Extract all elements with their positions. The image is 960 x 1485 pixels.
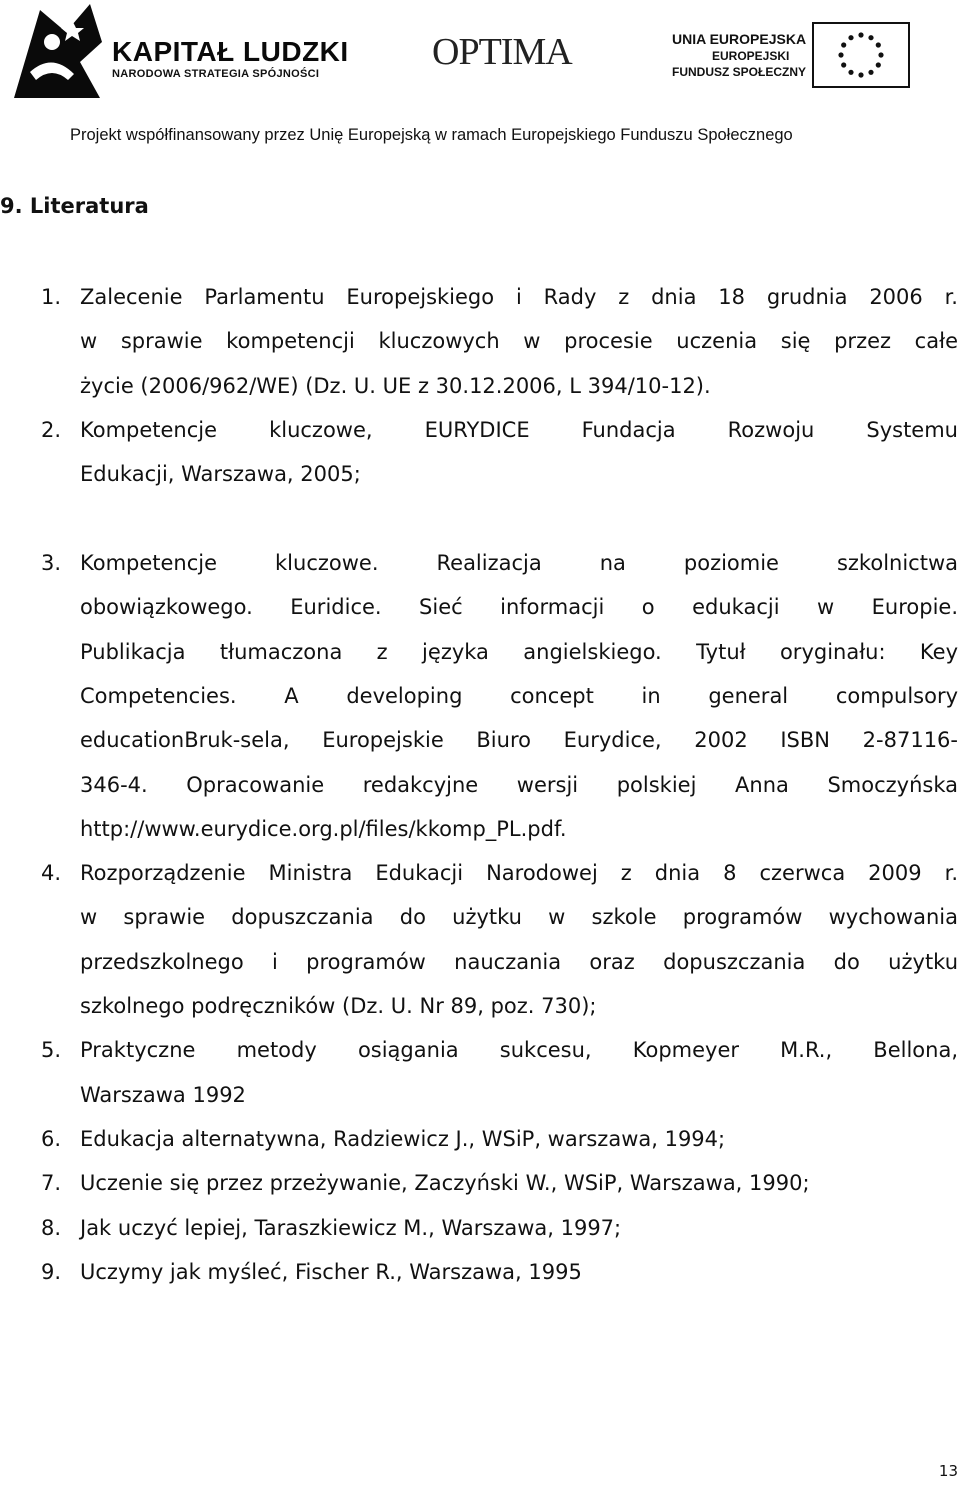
reference-number: 4. (41, 861, 62, 885)
reference-line: educationBruk-sela, Europejskie Biuro Eurydice, 2002 ISBN 2-87116- (80, 728, 958, 752)
reference-line: Warszawa 1992 (80, 1083, 246, 1107)
reference-line: Rozporządzenie Ministra Edukacji Narodowej z dnia 8 czerwca 2009 r. (80, 861, 958, 885)
logo-title: KAPITAŁ LUDZKI (112, 36, 349, 67)
reference-number: 9. (41, 1260, 62, 1284)
reference-number: 8. (41, 1216, 62, 1240)
eu-star-icon (868, 35, 873, 40)
reference-line: Competencies. A developing concept in general compulsory (80, 684, 958, 708)
reference-line: Zalecenie Parlamentu Europejskiego i Rady z dnia 18 grudnia 2006 r. (80, 285, 958, 309)
reference-line: Praktyczne metody osiągania sukcesu, Kopmeyer M.R., Bellona, (80, 1038, 958, 1062)
reference-line: obowiązkowego. Euridice. Sieć informacji o edukacji w Europie. (80, 595, 958, 619)
eu-star-icon (868, 70, 873, 75)
reference-line: życie (2006/962/WE) (Dz. U. UE z 30.12.2006, L 394/10-12). (80, 374, 711, 398)
eu-label (672, 30, 806, 80)
page-header (0, 0, 960, 160)
eu-line-3: FUNDUSZ SPOŁECZNY (672, 65, 807, 79)
reference-line: 346-4. Opracowanie redakcyjne wersji polskiej Anna Smoczyńska (80, 773, 958, 797)
eu-star-icon (858, 32, 863, 37)
reference-line: Edukacji, Warszawa, 2005; (80, 462, 361, 486)
eu-line-2: EUROPEJSKI (712, 49, 790, 63)
reference-line: Uczymy jak myśleć, Fischer R., Warszawa, 1995 (80, 1260, 582, 1284)
reference-line: szkolnego podręczników (Dz. U. Nr 89, poz. 730); (80, 994, 597, 1018)
section-title: 9. Literatura (0, 194, 149, 218)
cofinancing-note: Projekt współfinansowany przez Unię Europejską w ramach Europejskiego Funduszu Społecznego (70, 126, 793, 144)
page-number: 13 (938, 1462, 958, 1480)
reference-number: 3. (41, 551, 62, 575)
eu-star-icon (848, 35, 853, 40)
eu-star-icon (858, 72, 863, 77)
reference-line: w sprawie dopuszczania do użytku w szkole programów wychowania (80, 905, 958, 929)
reference-line: Uczenie się przez przeżywanie, Zaczyński W., WSiP, Warszawa, 1990; (80, 1171, 810, 1195)
eu-star-icon (841, 42, 846, 47)
eu-star-icon (848, 70, 853, 75)
eu-star-icon (841, 62, 846, 67)
optima-logo: OPTIMA (432, 31, 572, 73)
reference-number: 2. (41, 418, 62, 442)
eu-line-1: UNIA EUROPEJSKA (672, 31, 807, 47)
reference-number: 5. (41, 1038, 62, 1062)
reference-line: Kompetencje kluczowe, EURYDICE Fundacja Rozwoju Systemu (80, 418, 958, 442)
eu-star-icon (878, 52, 883, 57)
eu-star-icon (838, 52, 843, 57)
eu-star-icon (876, 62, 881, 67)
reference-number: 7. (41, 1171, 62, 1195)
eu-flag-icon (812, 22, 910, 88)
reference-line: Edukacja alternatywna, Radziewicz J., WSiP, warszawa, 1994; (80, 1127, 726, 1151)
reference-line: Publikacja tłumaczona z języka angielskiego. Tytuł oryginału: Key (80, 640, 958, 664)
reference-number: 6. (41, 1127, 62, 1151)
reference-line: Jak uczyć lepiej, Taraszkiewicz M., Warszawa, 1997; (80, 1216, 622, 1240)
reference-line: w sprawie kompetencji kluczowych w procesie uczenia się przez całe (80, 329, 958, 353)
reference-line: http://www.eurydice.org.pl/files/kkomp_PL.pdf. (80, 817, 567, 841)
reference-line: przedszkolnego i programów nauczania oraz dopuszczania do użytku (80, 950, 958, 974)
reference-number: 1. (41, 285, 62, 309)
kapital-ludzki-emblem-icon (10, 2, 106, 102)
eu-star-icon (876, 42, 881, 47)
logo-subtitle: NARODOWA STRATEGIA SPÓJNOŚCI (112, 68, 320, 80)
reference-line: Kompetencje kluczowe. Realizacja na poziomie szkolnictwa (80, 551, 958, 575)
kapital-ludzki-logo (10, 2, 349, 102)
